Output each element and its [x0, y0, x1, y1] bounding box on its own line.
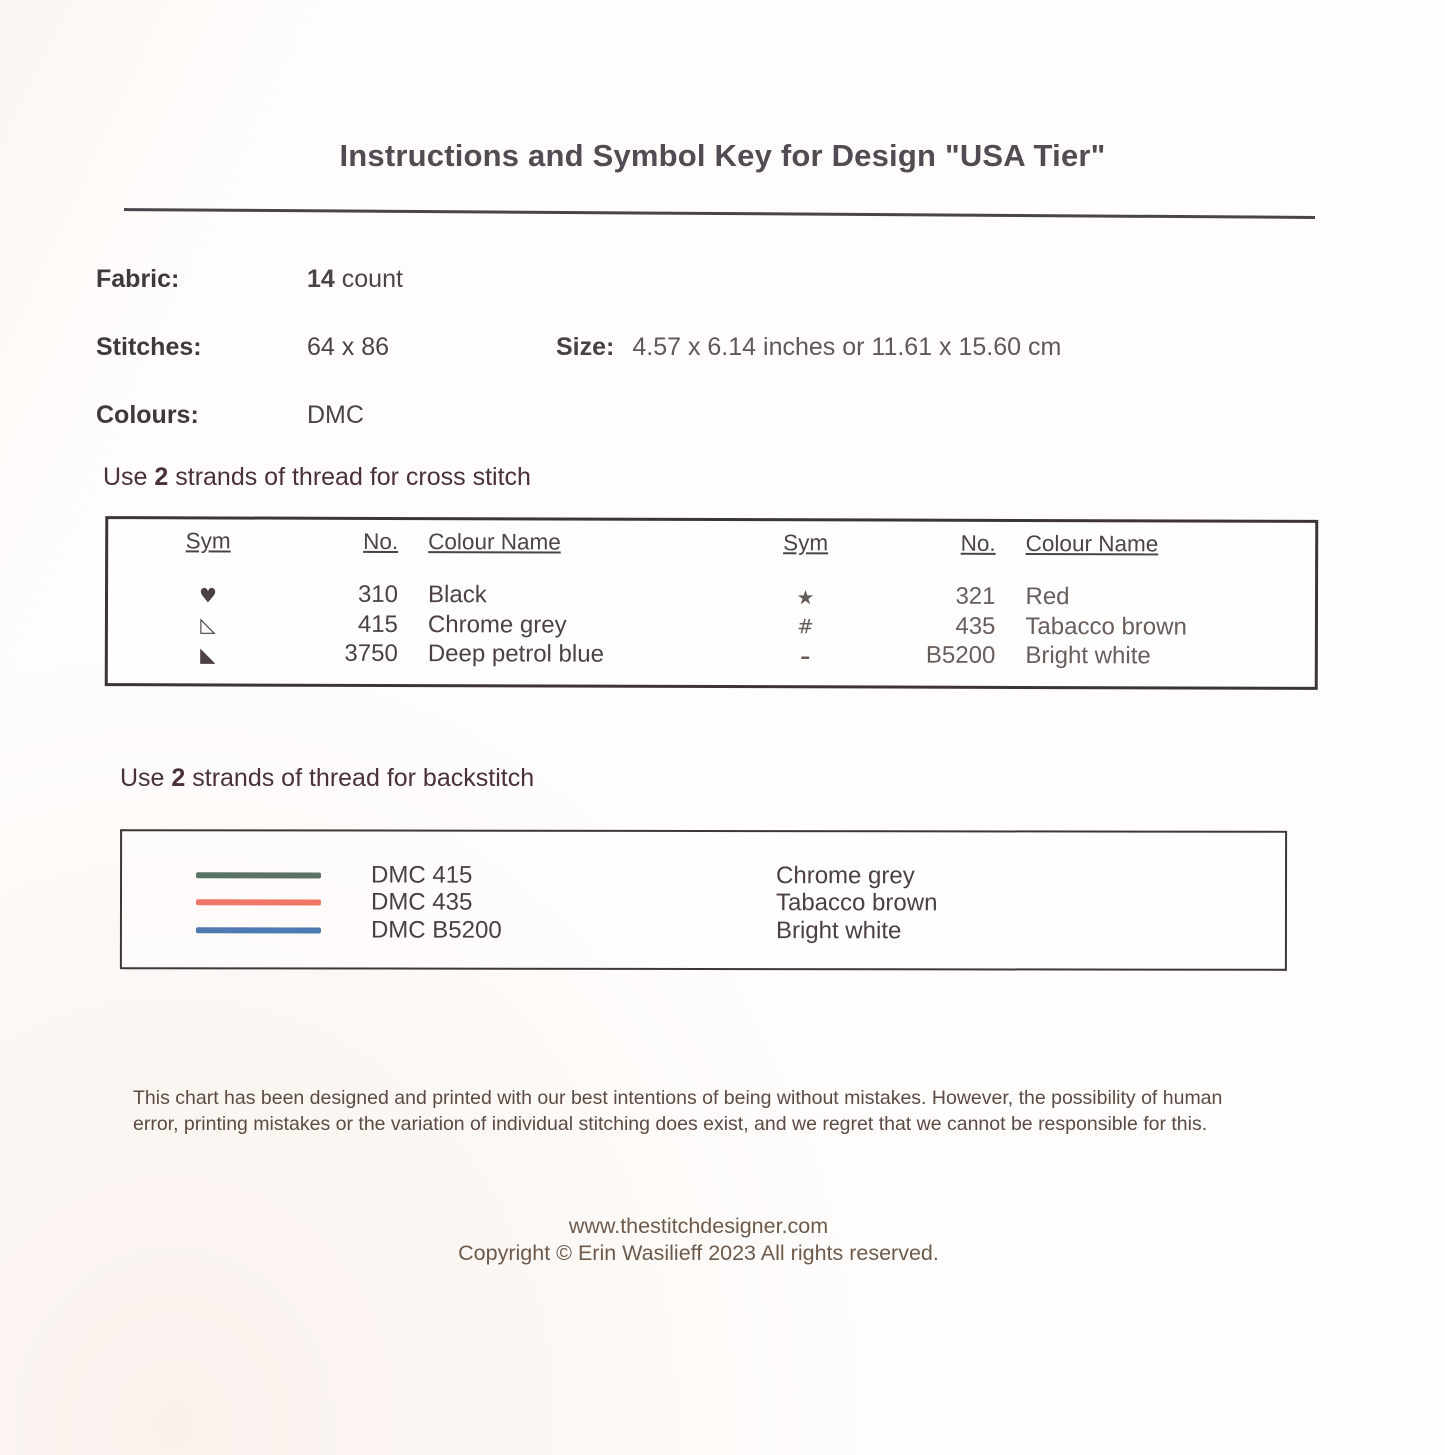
colours-label: Colours: [96, 401, 199, 429]
thread-code: DMC 415 [371, 861, 473, 889]
symbol-row [765, 582, 1315, 613]
cross-stitch-strand-count: 2 [154, 463, 169, 491]
backstitch-key [120, 829, 1287, 971]
backstitch-line-swatch [196, 900, 321, 906]
symbol-row [168, 580, 718, 611]
symbol-row [168, 639, 718, 670]
no-header: No. [363, 528, 399, 555]
stitches-label: Stitches: [96, 333, 202, 361]
sym-header: Sym [783, 530, 829, 556]
colour-name: Tabacco brown [1025, 612, 1187, 640]
footer [0, 1213, 1421, 1267]
cross-stitch-instruction [103, 463, 1445, 491]
backstitch-row [196, 861, 1285, 890]
symbol-rows [168, 580, 718, 670]
fabric-value [307, 265, 403, 294]
size-label: Size: [556, 333, 615, 361]
colour-name-header: Colour Name [1025, 530, 1159, 557]
open-triangle-symbol-icon: ◺ [200, 612, 216, 637]
cross-stitch-symbol-key [105, 516, 1319, 690]
filled-triangle-symbol-icon: ◣ [200, 642, 216, 667]
symbol-rows [765, 582, 1315, 672]
fabric-count-unit: count [334, 265, 403, 293]
spec-stitches [96, 333, 1445, 363]
spec-list [96, 265, 1445, 431]
colours-value: DMC [307, 401, 364, 429]
dash-symbol-icon: – [800, 644, 811, 669]
thread-number: 310 [357, 580, 399, 609]
colour-name: Chrome grey [776, 861, 915, 890]
symbol-key-header [168, 528, 718, 556]
colour-name: Tabacco brown [775, 889, 938, 917]
title-divider [124, 208, 1315, 219]
stitches-value: 64 x 86 [307, 333, 390, 361]
disclaimer-text: This chart has been designed and printed with our best intentions of being without mistakes. However, the possibility of human error, printing mistakes or the variation of individual stitching does exist, and we regret that we cannot be responsible for this. [133, 1087, 1223, 1135]
spec-fabric [96, 265, 1445, 295]
thread-code: DMC B5200 [370, 916, 502, 944]
symbol-row [765, 641, 1315, 672]
symbol-key-right-column [717, 521, 1315, 687]
colour-name: Deep petrol blue [427, 640, 605, 668]
symbol-row [168, 610, 718, 641]
size-value: 4.57 x 6.14 inches or 11.61 x 15.60 cm [632, 333, 1062, 361]
backstitch-instruction [120, 764, 1445, 792]
thread-number: 3750 [344, 639, 398, 668]
backstitch-line-swatch [196, 872, 321, 878]
colour-name: Bright white [1025, 641, 1151, 670]
thread-code: DMC 435 [370, 888, 473, 916]
colour-name: Bright white [775, 916, 902, 945]
sym-header: Sym [185, 528, 231, 554]
spec-colours [96, 401, 1445, 431]
copyright-text: Copyright © Erin Wasilieff 2023 All rights reserved. [458, 1241, 939, 1265]
no-header: No. [960, 530, 996, 556]
heart-symbol-icon: ♥ [199, 583, 218, 608]
colour-name: Black [427, 581, 487, 609]
thread-number: 415 [357, 610, 398, 638]
cross-stitch-instruction-post: strands of thread for cross stitch [168, 463, 531, 491]
backstitch-strand-count: 2 [171, 764, 186, 792]
website-text: www.thestitchdesigner.com [568, 1214, 829, 1238]
star-symbol-icon: ★ [796, 585, 815, 610]
symbol-key-header [766, 530, 1316, 558]
symbol-row [765, 612, 1315, 643]
page-title: Instructions and Symbol Key for Design "USA Tier" [339, 138, 1106, 173]
colour-name: Chrome grey [427, 610, 567, 639]
colour-name-header: Colour Name [428, 529, 561, 555]
backstitch-instruction-pre: Use [120, 764, 172, 792]
colour-name: Red [1025, 582, 1070, 611]
symbol-key-left-column [108, 519, 718, 685]
backstitch-instruction-post: strands of thread for backstitch [185, 764, 535, 792]
hash-symbol-icon: # [796, 614, 814, 639]
cross-stitch-instruction-pre: Use [103, 463, 155, 491]
backstitch-row [196, 916, 1285, 945]
backstitch-line-swatch [196, 927, 321, 933]
thread-number: B5200 [925, 641, 996, 669]
fabric-label: Fabric: [96, 265, 180, 293]
backstitch-row [196, 889, 1285, 918]
thread-number: 321 [955, 582, 996, 610]
fabric-count-number: 14 [307, 265, 335, 293]
thread-number: 435 [955, 612, 996, 640]
